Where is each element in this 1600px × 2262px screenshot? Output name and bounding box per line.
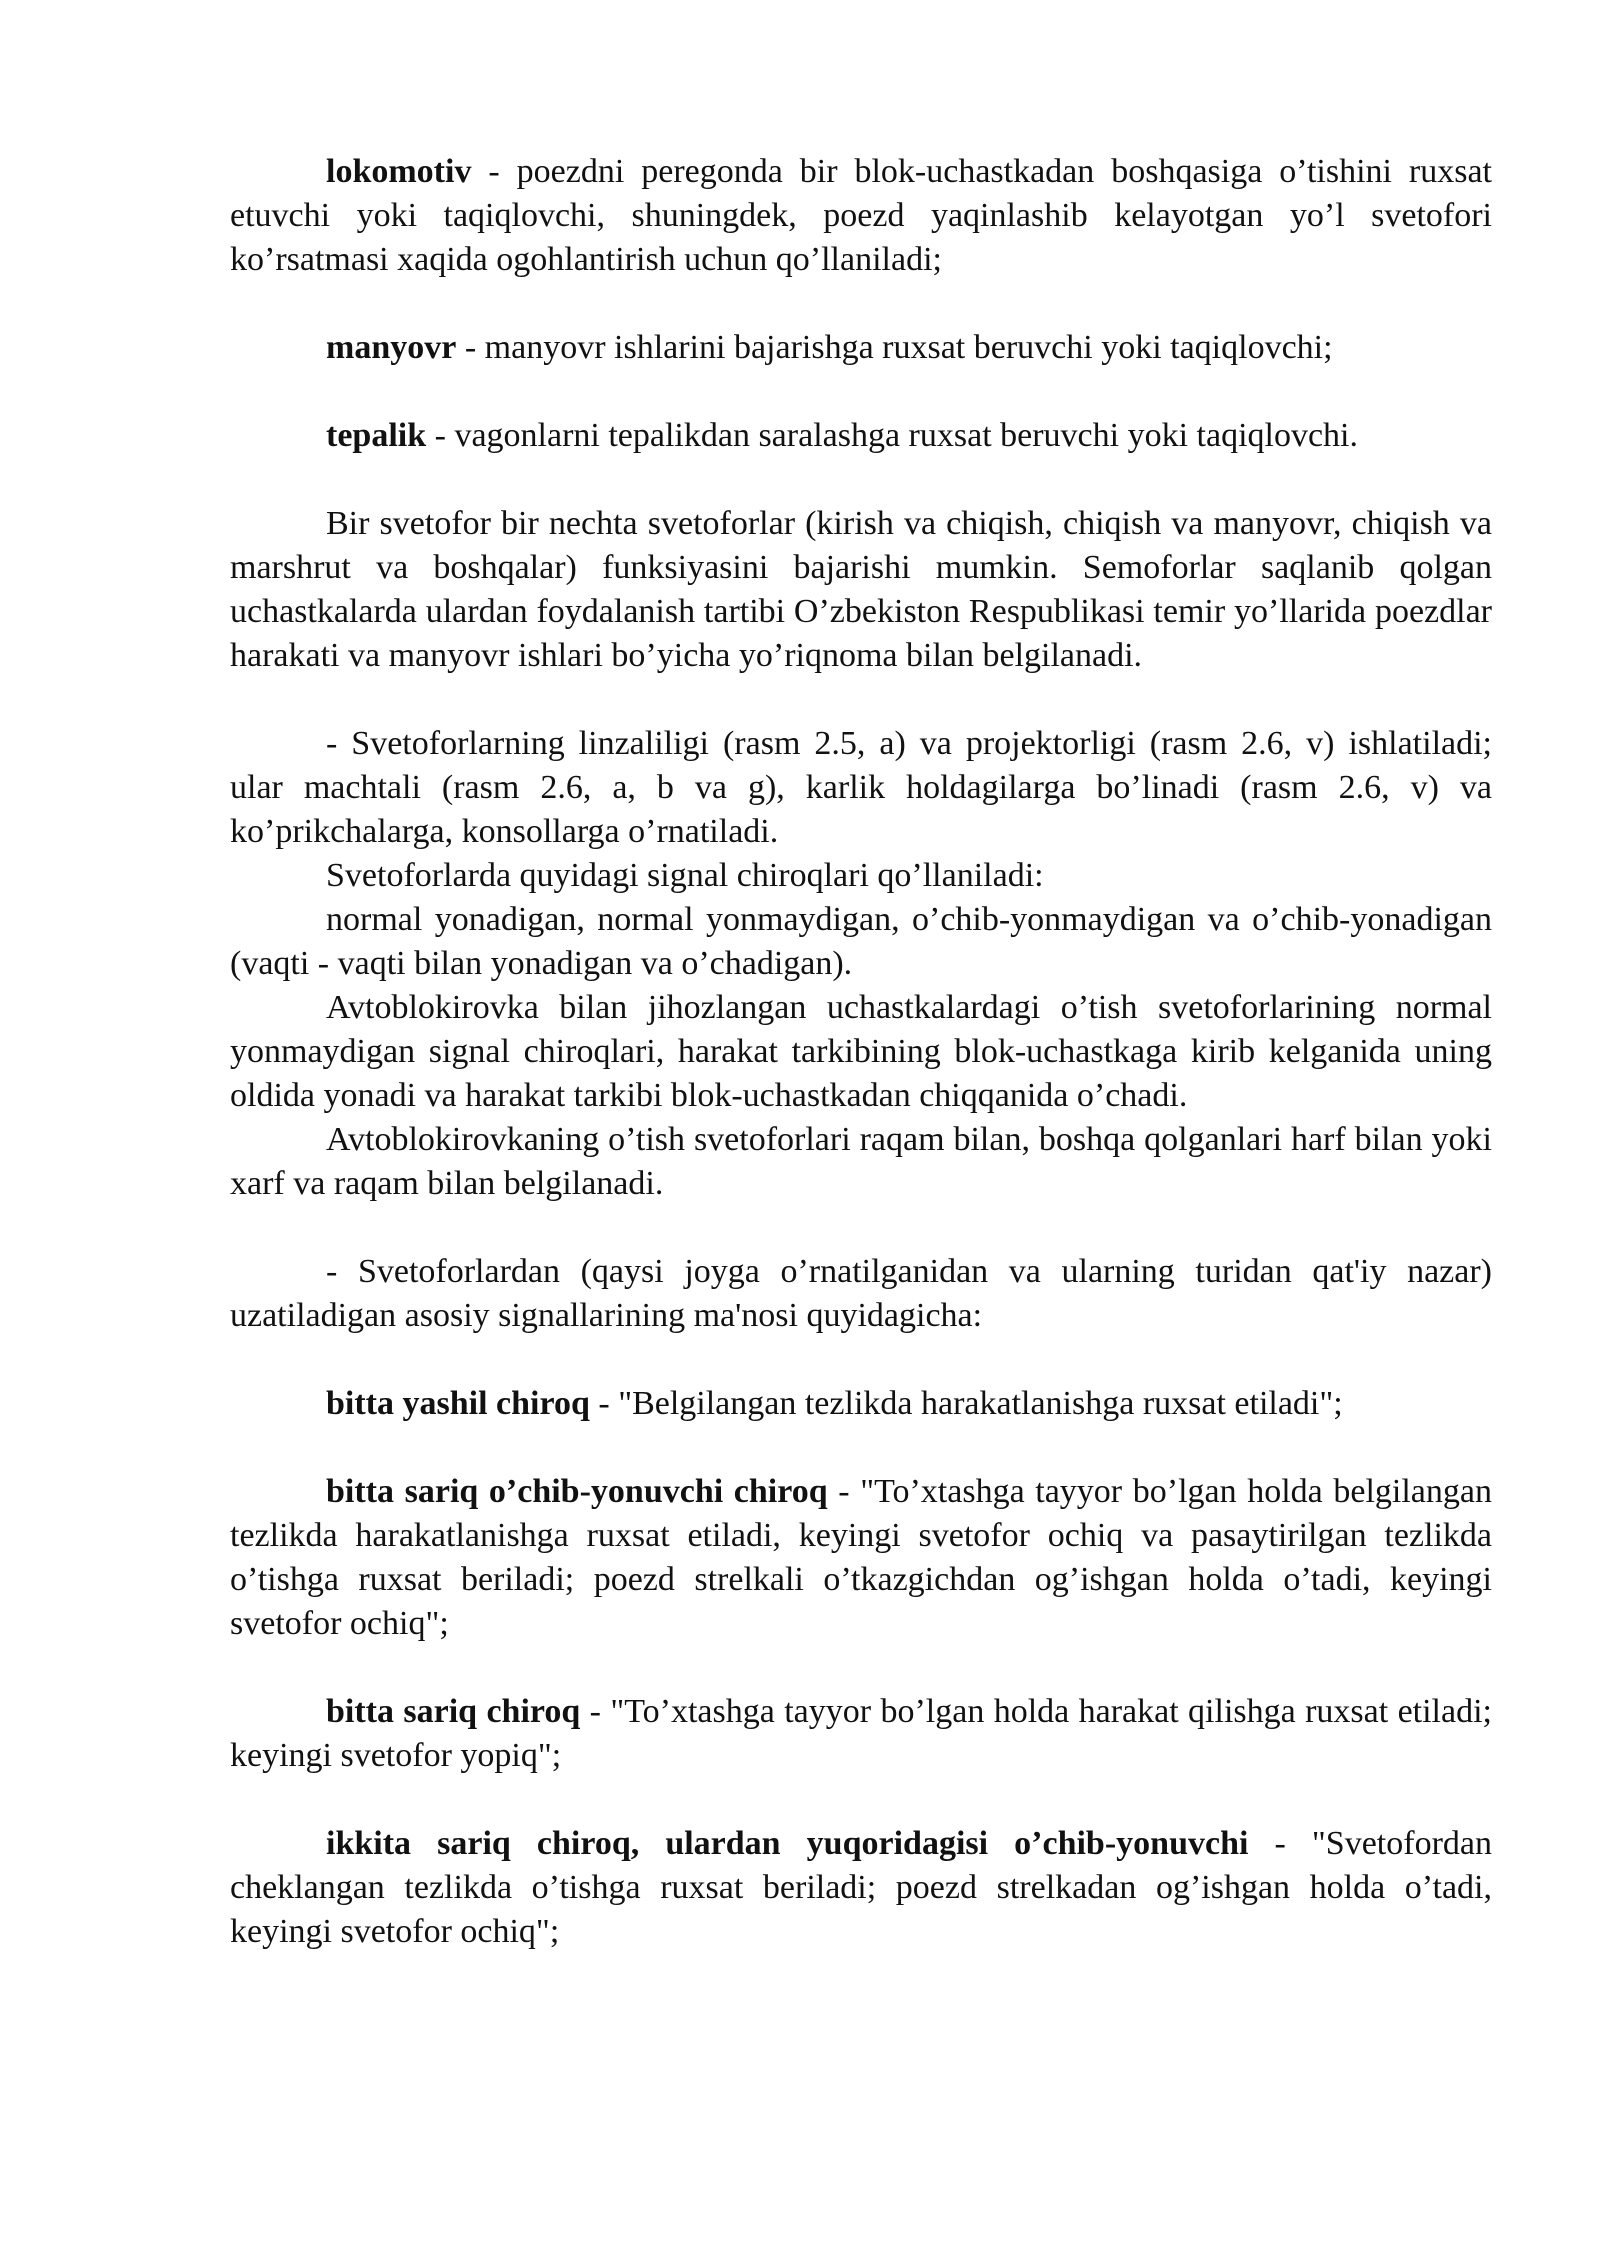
term-two-yellow: ikkita sariq chiroq, ulardan yuqoridagisi o’chib-yonuvchi	[326, 1825, 1249, 1862]
document-page	[230, 150, 1492, 1954]
paragraph-text: normal yonadigan, normal yonmaydigan, o’chib-yonmaydigan va o’chib-yonadigan (vaqti - vaqti bilan yonadigan va o’chadigan).	[230, 901, 1492, 982]
paragraph-text: Bir svetofor bir nechta svetoforlar (kirish va chiqish, chiqish va manyovr, chiqish va marshrut va boshqalar) funksiyasini bajarishi mumkin. Semoforlar saqlanib qolgan uchastkalarda ulardan foydalanish tartibi O’zbekiston Respublikasi temir yo’llarida poezdlar harakati va manyovr ishlari bo’yicha yo’riqnoma bilan belgilanadi.	[230, 505, 1492, 674]
term-yellow-light: bitta sariq chiroq	[326, 1693, 581, 1730]
paragraph-avtoblokirovka	[230, 986, 1492, 1118]
term-manyovr: manyovr	[326, 329, 457, 366]
definition-manyovr: - manyovr ishlarini bajarishga ruxsat beruvchi yoki taqiqlovchi;	[456, 329, 1333, 366]
term-lokomotiv: lokomotiv	[326, 153, 472, 190]
definition-lokomotiv: - poezdni peregonda bir blok-uchastkadan boshqasiga o’tishini ruxsat etuvchi yoki taqiqlovchi, shuningdek, poezd yaqinlashib kelayotgan yo’l svetofori ko’rsatmasi xaqida ogohlantirish uchun qo’llaniladi;	[230, 153, 1492, 278]
paragraph-green-light	[230, 1382, 1492, 1426]
paragraph-signal-lights	[230, 854, 1492, 898]
paragraph-numbering	[230, 1118, 1492, 1206]
definition-yellow-flashing: - "To’xtashga tayyor bo’lgan holda belgilangan tezlikda harakatlanishga ruxsat etiladi, keyingi svetofor ochiq va pasaytirilgan tezlikda o’tishga ruxsat beriladi; poezd strelkali o’tkazgichdan og’ishgan holda o’tadi, keyingi svetofor ochiq";	[230, 1473, 1492, 1642]
definition-green-light: - "Belgilangan tezlikda harakatlanishga ruxsat etiladi";	[589, 1385, 1343, 1422]
paragraph-text: - Svetoforlardan (qaysi joyga o’rnatilganidan va ularning turidan qat'iy nazar) uzatiladigan asosiy signallarining ma'nosi quyidagicha:	[230, 1253, 1492, 1334]
paragraph-svetofor-types	[230, 722, 1492, 854]
paragraph-yellow-light	[230, 1690, 1492, 1778]
definition-yellow-light: - "To’xtashga tayyor bo’lgan holda harakat qilishga ruxsat etiladi; keyingi svetofor yopiq";	[230, 1693, 1492, 1774]
term-yellow-flashing: bitta sariq o’chib-yonuvchi chiroq	[326, 1473, 828, 1510]
term-green-light: bitta yashil chiroq	[326, 1385, 590, 1422]
paragraph-text: Avtoblokirovkaning o’tish svetoforlari raqam bilan, boshqa qolganlari harf bilan yoki xarf va raqam bilan belgilanadi.	[230, 1121, 1492, 1202]
term-tepalik: tepalik	[326, 417, 427, 454]
definition-two-yellow: - "Svetofordan cheklangan tezlikda o’tishga ruxsat beriladi; poezd strelkadan og’ishgan holda o’tadi, keyingi svetofor ochiq";	[230, 1825, 1492, 1950]
paragraph-tepalik	[230, 414, 1492, 458]
paragraph-yellow-flashing	[230, 1470, 1492, 1646]
paragraph-two-yellow	[230, 1822, 1492, 1954]
paragraph-text: Svetoforlarda quyidagi signal chiroqlari qo’llaniladi:	[326, 857, 1044, 894]
paragraph-light-modes	[230, 898, 1492, 986]
paragraph-lokomotiv	[230, 150, 1492, 282]
paragraph-manyovr	[230, 326, 1492, 370]
paragraph-signal-meanings	[230, 1250, 1492, 1338]
definition-tepalik: - vagonlarni tepalikdan saralashga ruxsat beruvchi yoki taqiqlovchi.	[426, 417, 1359, 454]
paragraph-text: - Svetoforlarning linzaliligi (rasm 2.5, a) va projektorligi (rasm 2.6, v) ishlatiladi; ular machtali (rasm 2.6, a, b va g), karlik holdagilarga bo’linadi (rasm 2.6, v) va ko’prikchalarga, konsollarga o’rnatiladi.	[230, 725, 1492, 850]
paragraph-text: Avtoblokirovka bilan jihozlangan uchastkalardagi o’tish svetoforlarining normal yonmaydigan signal chiroqlari, harakat tarkibining blok-uchastkaga kirib kelganida uning oldida yonadi va harakat tarkibi blok-uchastkadan chiqqanida o’chadi.	[230, 989, 1492, 1114]
paragraph-svetofor-functions	[230, 502, 1492, 678]
